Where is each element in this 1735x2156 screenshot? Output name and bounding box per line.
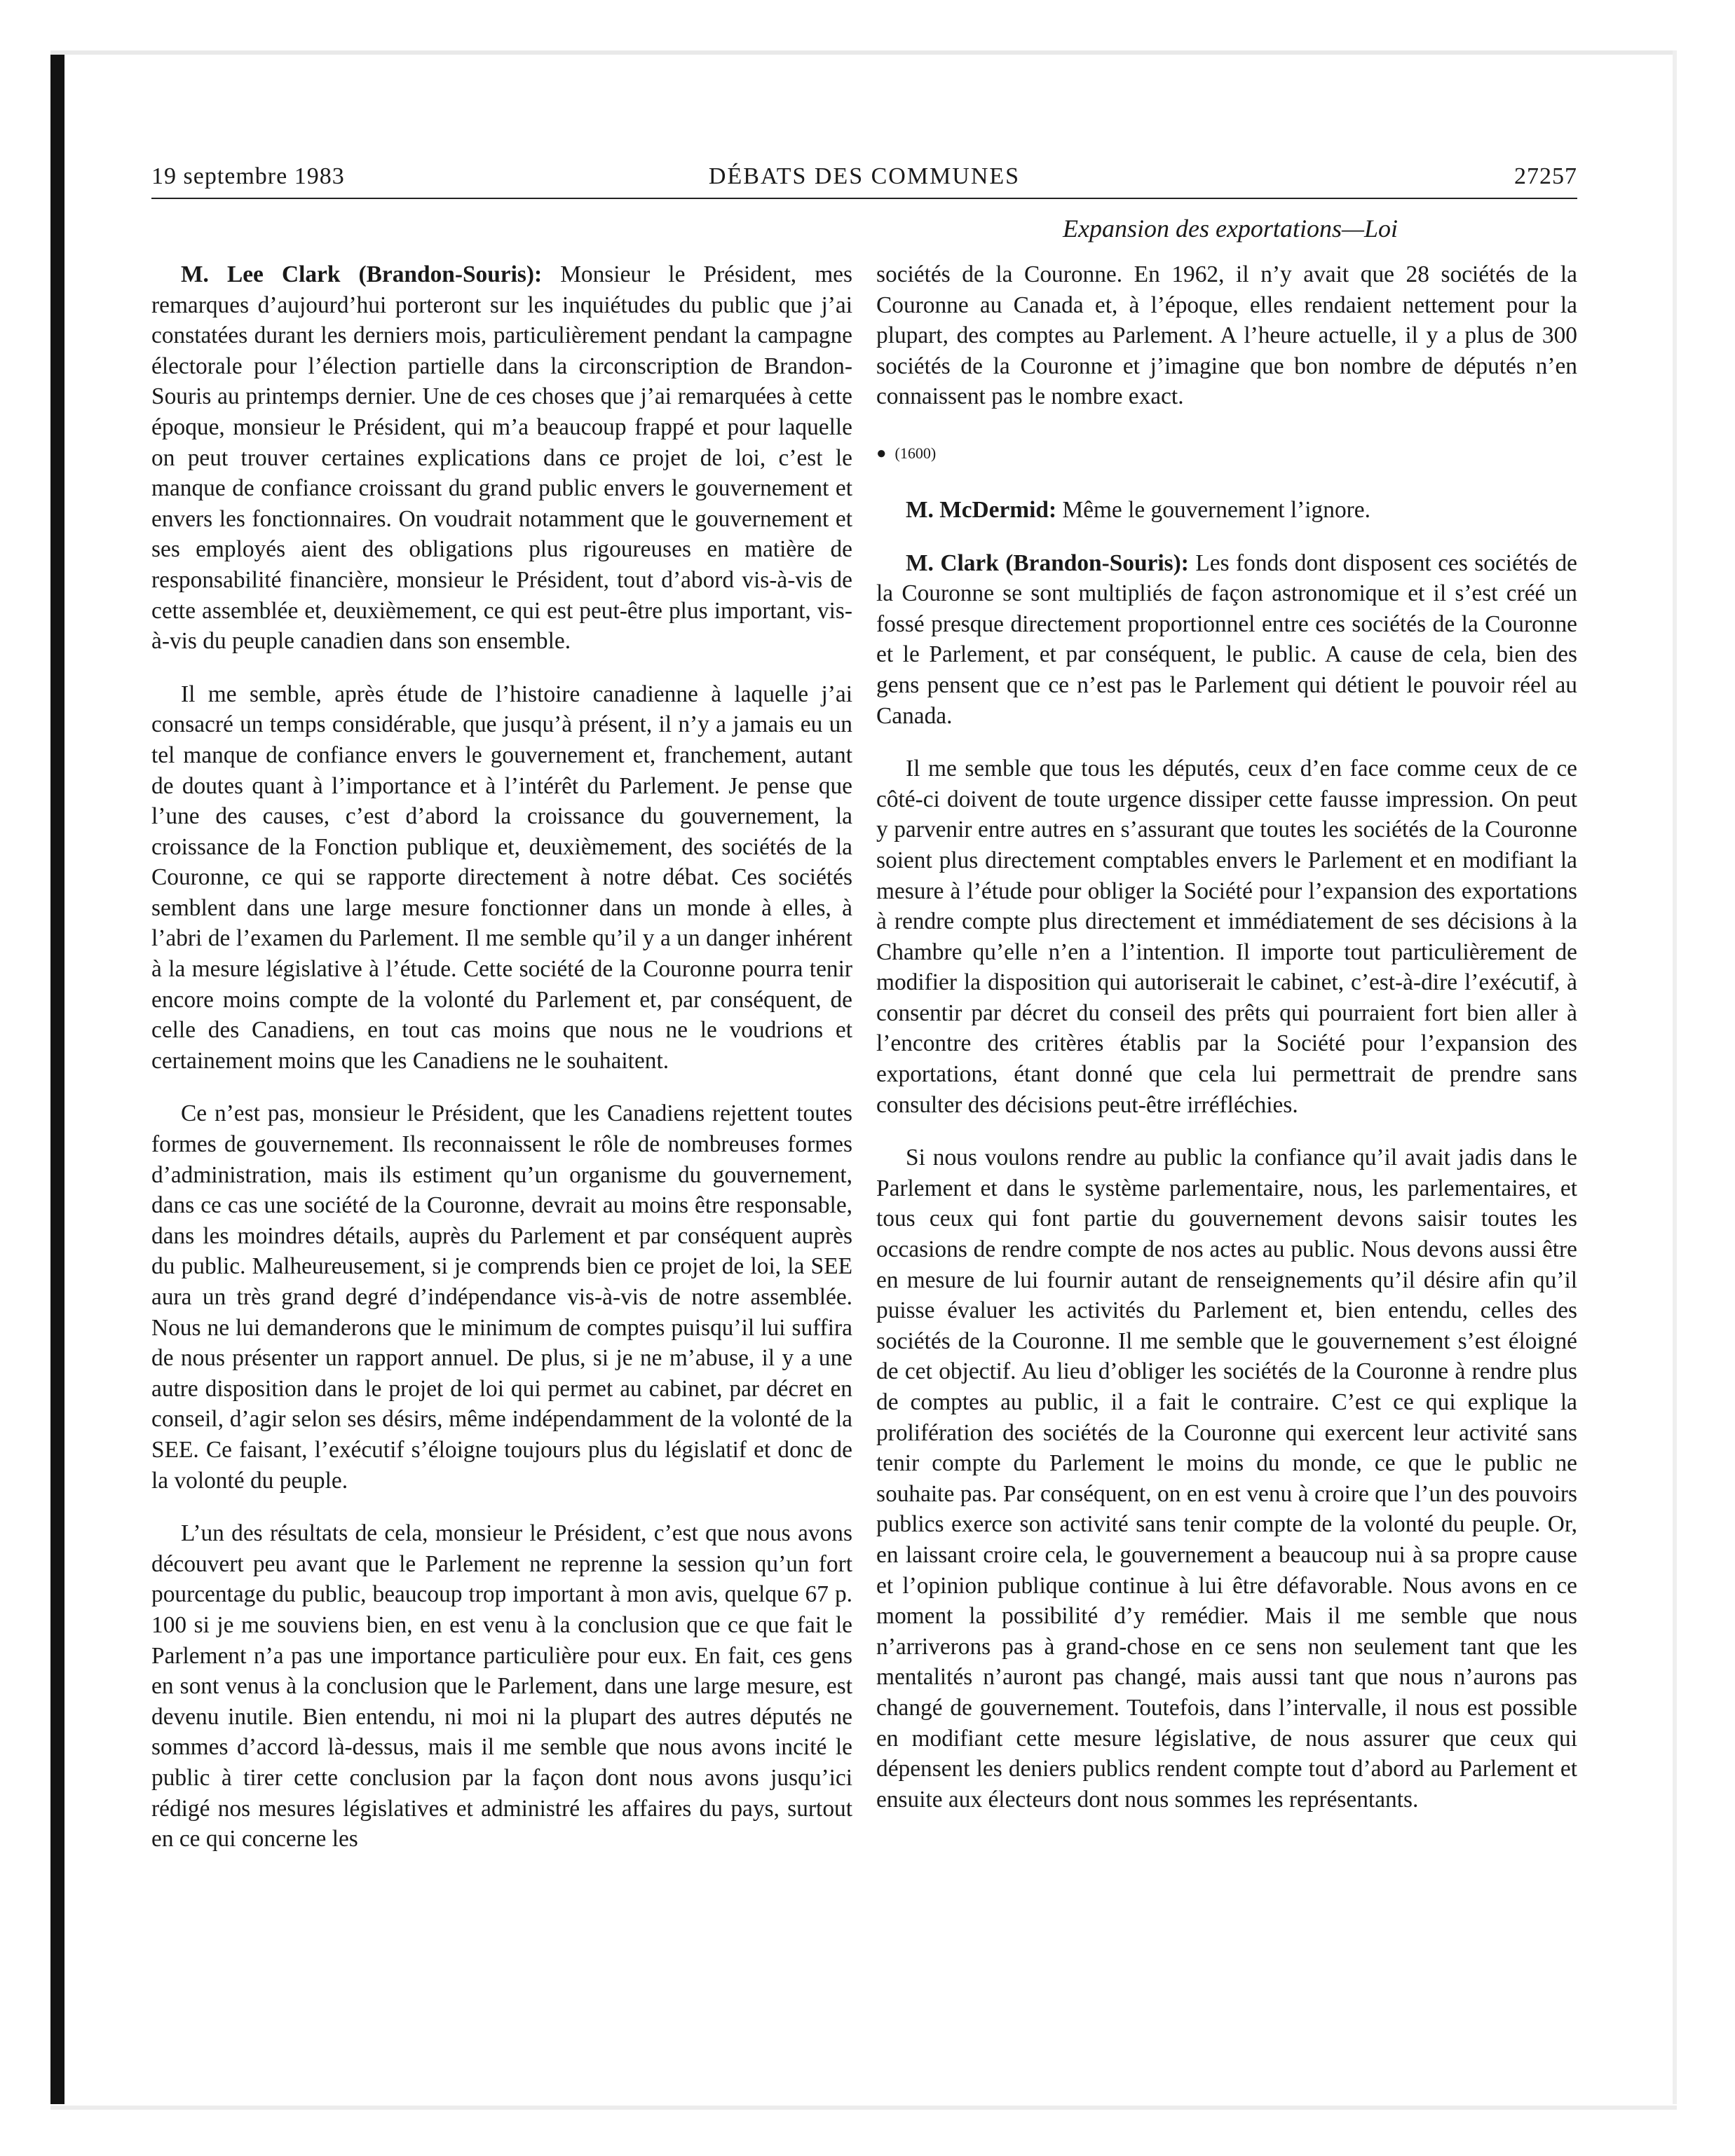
- scan-border-bottom: [50, 2106, 1677, 2110]
- speaker-name: M. McDermid:: [906, 496, 1057, 523]
- scan-border-right: [1673, 50, 1677, 2104]
- header-page-number: 27257: [1514, 163, 1577, 189]
- speaker-name: M. Lee Clark (Brandon-Souris):: [181, 261, 543, 287]
- paragraph: [151, 259, 852, 657]
- paragraph-text: Les fonds dont disposent ces sociétés de la Couronne se sont multipliés de façon astronomique et il s’est créé un fossé presque directement proportionnel entre ces sociétés de la Couronne et le Parlement, et par conséquent, le public. A cause de cela, bien des gens pensent que ce n’est pas le Parlement qui détient le pouvoir réel au Canada.: [876, 550, 1577, 729]
- paragraph-text: Monsieur le Président, mes remarques d’aujourd’hui porteront sur les inquiétudes du public que j’ai constatées durant les derniers mois, particulièrement pendant la campagne électorale pour l’élection partielle dans la circonscription de Brandon-Souris au printemps dernier. Une de ces choses que j’ai remarquées à cette époque, monsieur le Président, qui m’a beaucoup frappé et pour laquelle on peut trouver certaines explications dans ce projet de loi, c’est le manque de confiance croissant du grand public envers le gouvernement et envers les fonctionnaires. On voudrait notamment que le gouvernement et ses employés aient des obligations plus rigoureuses en matière de responsabilité financière, monsieur le Président, tout d’abord vis-à-vis de cette assemblée et, deuxièmement, ce qui est peut-être plus important, vis-à-vis du peuple canadien dans son ensemble.: [151, 261, 852, 655]
- left-column: [151, 259, 852, 1877]
- paragraph: Il me semble que tous les députés, ceux d’en face comme ceux de ce côté-ci doivent de toute urgence dissiper cette fausse impression. On peut y parvenir entre autres en s’assurant que toutes les sociétés de la Couronne soient plus directement comptables envers le Parlement et en modifiant la mesure à l’étude pour obliger la Société pour l’expansion des exportations à rendre compte plus directement et immédiatement de ses décisions à la Chambre qu’elle n’en a l’intention. Il importe tout particulièrement de modifier la disposition qui autoriserait le cabinet, c’est-à-dire l’exécutif, à consentir par décret du conseil des prêts qui pourraient fort bien aller à l’encontre des critères établis par la Société pour l’expansion des exportations, étant donné que cela lui permettrait de prendre sans consulter des décisions peut-être irréfléchies.: [876, 756, 1577, 1118]
- running-header: [151, 158, 1577, 199]
- time-marker: [876, 443, 1577, 464]
- speaker-name: M. Clark (Brandon-Souris):: [906, 550, 1189, 576]
- paragraph: [876, 548, 1577, 732]
- scan-border-left: [50, 50, 64, 2104]
- paragraph: Si nous voulons rendre au public la confiance qu’il avait jadis dans le Parlement et dans le système parlementaire, nous, les parlementaires, et tous ceux qui font partie du gouvernement devons saisir toutes les occasions de rendre compte de nos actes au public. Nous devons aussi être en mesure de lui fournir autant de renseignements qu’il désire afin qu’il puisse évaluer les activités du Parlement et, bien entendu, celles des sociétés de la Couronne. Il me semble que le gouvernement s’est éloigné de cet objectif. Au lieu d’obliger les sociétés de la Couronne à rendre plus de comptes au public, il a fait le contraire. C’est ce qui explique la prolifération des sociétés de la Couronne qui exercent leur activité sans tenir compte du Parlement le moins du monde, ce que le public ne souhaite pas. Par conséquent, on en est venu à croire que l’un des pouvoirs publics exerce son activité sans tenir compte de la volonté du peuple. Or, en laissant croire cela, le gouvernement a beaucoup nui à sa propre cause et l’opinion publique continue à lui être défavorable. Nous avons en ce moment la possibilité d’y remédier. Mais il me semble que nous n’arriverons pas à grand-chose en ce sens non seulement tant que les mentalités n’auront pas changé, mais aussi tant que nous n’aurons pas changé de gouvernement. Toutefois, dans l’intervalle, il nous est possible en modifiant cette mesure législative, de nous assurer que ceux qui dépensent les deniers publics rendent compte tout d’abord au Parlement et ensuite aux électeurs dont nous sommes les représentants.: [876, 1145, 1577, 1813]
- document-page: [151, 158, 1577, 2051]
- time-marker-label: (1600): [894, 444, 937, 462]
- right-column: [876, 259, 1577, 1837]
- paragraph: Ce n’est pas, monsieur le Président, que les Canadiens rejettent toutes formes de gouvernement. Ils reconnaissent le rôle de nombreuses formes d’administration, mais ils estiment qu’un organisme du gouvernement, dans ce cas une société de la Couronne, devrait au moins être responsable, dans les moindres détails, auprès du Parlement et par conséquent auprès du public. Malheureusement, si je comprends bien ce projet de loi, la SEE aura un très grand degré d’indépendance vis-à-vis de notre assemblée. Nous ne lui demanderons que le minimum de comptes puisqu’il lui suffira de nous présenter un rapport annuel. De plus, si je ne m’abuse, il y a une autre disposition dans le projet de loi qui permet au cabinet, par décret en conseil, d’agir selon ses désirs, même indépendamment de la volonté de la SEE. Ce faisant, l’exécutif s’éloigne toujours plus du législatif et donc de la volonté du peuple.: [151, 1100, 852, 1494]
- section-title: Expansion des exportations—Loi: [1063, 214, 1398, 243]
- header-title: DÉBATS DES COMMUNES: [708, 163, 1021, 189]
- scan-border-top: [50, 50, 1677, 55]
- paragraph-text: Même le gouvernement l’ignore.: [1056, 496, 1370, 523]
- paragraph: [876, 495, 1577, 526]
- paragraph: L’un des résultats de cela, monsieur le Président, c’est que nous avons découvert peu avant que le Parlement ne reprenne la session qu’un fort pourcentage du public, beaucoup trop important à mon avis, quelque 67 p. 100 si je me souviens bien, en est venu à la conclusion que ce que fait le Parlement n’a pas une importance particulière pour eux. En fait, ces gens en sont venus à la conclusion que le Parlement, dans une large mesure, est devenu inutile. Bien entendu, ni moi ni la plupart des autres députés ne sommes d’accord là-dessus, mais il me semble que nous avons incité le public à tirer cette conclusion par la façon dont nous avons jusqu’ici rédigé nos mesures législatives et administré les affaires du pays, surtout en ce qui concerne les: [151, 1520, 852, 1853]
- paragraph: sociétés de la Couronne. En 1962, il n’y avait que 28 sociétés de la Couronne au Canada et, à l’époque, elles rendaient nettement pour la plupart, des comptes au Parlement. A l’heure actuelle, il y a plus de 300 sociétés de la Couronne et j’imagine que bon nombre de députés n’en connaissent pas le nombre exact.: [876, 261, 1577, 410]
- paragraph: Il me semble, après étude de l’histoire canadienne à laquelle j’ai consacré un temps considérable, que jusqu’à présent, il n’y a jamais eu un tel manque de confiance envers le gouvernement et, franchement, autant de doutes quant à l’importance et à l’intérêt du Parlement. Je pense que l’une des causes, c’est d’abord la croissance du gouvernement, la croissance de la Fonction publique et, deuxièmement, des sociétés de la Couronne, ce qui se rapporte directement à notre débat. Ces sociétés semblent dans une large mesure fonctionner dans un monde à elles, à l’abri de l’examen du Parlement. Il me semble qu’il y a un danger inhérent à la mesure législative à l’étude. Cette société de la Couronne pourra tenir encore moins compte de la volonté du Parlement et, par conséquent, de celle des Canadiens, en tout cas moins que nous ne le voudrions et certainement moins que les Canadiens ne le souhaitent.: [151, 681, 852, 1074]
- bullet-icon: ●: [876, 444, 887, 463]
- header-date: 19 septembre 1983: [151, 163, 345, 189]
